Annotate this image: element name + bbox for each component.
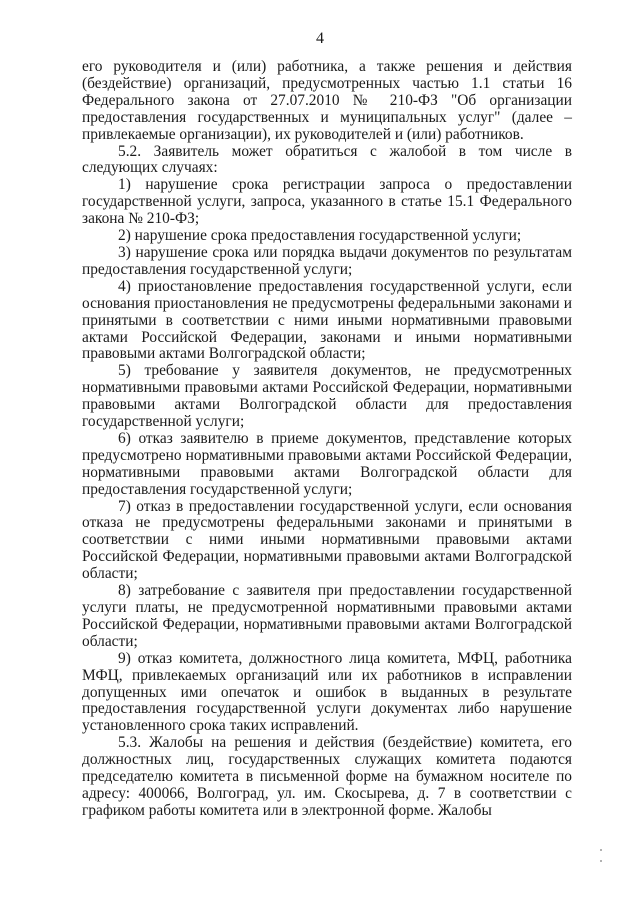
list-item-2: 2) нарушение срока предоставления государственной услуги; (118, 227, 522, 245)
scan-speck (600, 849, 602, 851)
list-item-3: 3) нарушение срока или порядка выдачи документов по результатам предоставления государственной услуги; (82, 243, 572, 278)
list-item-5: 5) требование у заявителя документов, не предусмотренных нормативными правовыми актами Российской Федерации, нормативными правовыми актами Волгоградской области для предоставления государственной услуги; (82, 362, 572, 431)
list-item-1: 1) нарушение срока регистрации запроса о предоставлении государственной услуги, запроса, указанного в статье 15.1 Федерального закона № 210-ФЗ; (82, 176, 572, 228)
list-item-4: 4) приостановление предоставления государственной услуги, если основания приостановления не предусмотрены федеральными законами и принятыми в соответствии с ними иными нормативными правовыми актами Российской Федерации, законами и иными нормативными правовыми актами Волгоградской области; (82, 277, 572, 363)
page-number: 4 (316, 30, 324, 47)
paragraph-continuation: его руководителя и (или) работника, а также решения и действия (бездействие) организаций, предусмотренных частью 1.1 статьи 16 Федерального закона от 27.07.2010 № 210-ФЗ "Об организации предоставления государственных и муниципальных услуг" (далее – привлекаемые организации), их руководителей и (или) работников. (82, 58, 572, 143)
list-item-9: 9) отказ комитета, должностного лица комитета, МФЦ, работника МФЦ, привлекаемых организаций или их работников в исправлении допущенных ими опечаток и ошибок в выданных в результате предоставления государственной услуги документах либо нарушение установленного срока таких исправлений. (82, 649, 572, 735)
list-item-6: 6) отказ заявителю в приеме документов, представление которых предусмотрено нормативными правовыми актами Российской Федерации, нормативными правовыми актами Волгоградской области для предоставления государственной услуги; (82, 429, 572, 498)
paragraph-5-3: 5.3. Жалобы на решения и действия (бездействие) комитета, его должностных лиц, государственных служащих комитета подаются председателю комитета в письменной форме на бумажном носителе по адресу: 400066, Волгоград, ул. им. Скосырева, д. 7 в соответствии с графиком работы комитета или в электронной форме. Жалобы (82, 734, 572, 819)
list-item-8: 8) затребование с заявителя при предоставлении государственной услуги платы, не предусмотренной нормативными правовыми актами Российской Федерации, нормативными правовыми актами Волгоградской области; (82, 582, 572, 650)
paragraph-5-2: 5.2. Заявитель может обратиться с жалобой в том числе в следующих случаях: (82, 142, 572, 177)
document-body (82, 59, 572, 820)
scan-speck (600, 860, 602, 862)
list-item-7: 7) отказ в предоставлении государственной услуги, если основания отказа не предусмотрены федеральными законами и принятыми в соответствии с ними иными нормативными правовыми актами Российской Федерации, нормативными правовыми актами Волгоградской области; (82, 497, 572, 583)
